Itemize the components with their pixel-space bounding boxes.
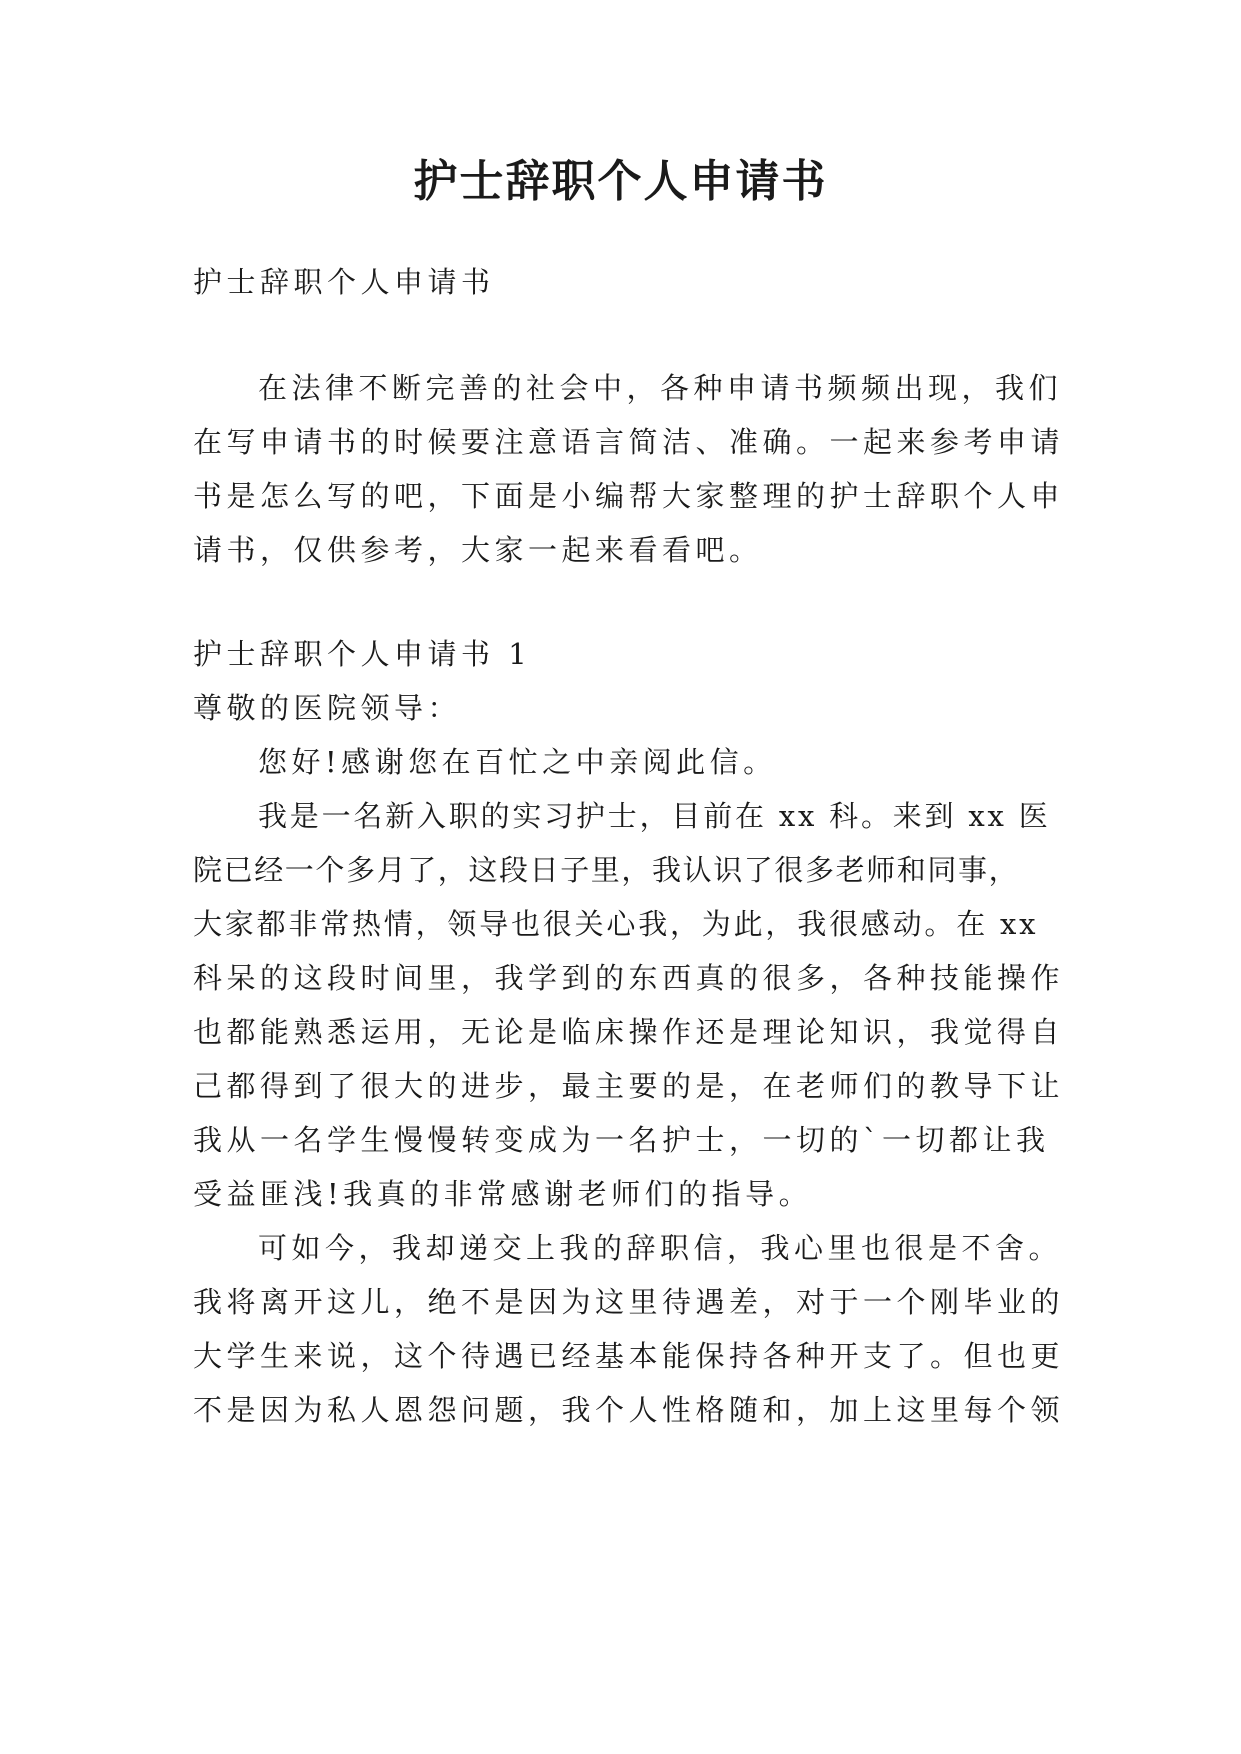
text-line: 受益匪浅!我真的非常感谢老师们的指导。 bbox=[193, 1177, 813, 1211]
text-line: 不是因为私人恩怨问题，我个人性格随和，加上这里每个领 bbox=[193, 1393, 1065, 1427]
subtitle-line: 护士辞职个人申请书 bbox=[193, 265, 495, 299]
text-line: 请书，仅供参考，大家一起来看看吧。 bbox=[193, 533, 763, 567]
document-title: 护士辞职个人申请书 bbox=[413, 156, 828, 207]
text-line: 我是一名新入职的实习护士，目前在 xx 科。来到 xx 医 bbox=[258, 799, 1051, 833]
text-line: 我从一名学生慢慢转变成为一名护士，一切的`一切都让我 bbox=[193, 1123, 1050, 1157]
text-line: 科呆的这段时间里，我学到的东西真的很多，各种技能操作 bbox=[193, 961, 1065, 995]
text-line: 书是怎么写的吧，下面是小编帮大家整理的护士辞职个人申 bbox=[193, 479, 1065, 513]
text-line: 在法律不断完善的社会中，各种申请书频频出现，我们 bbox=[258, 371, 1063, 405]
text-line: 我将离开这儿，绝不是因为这里待遇差，对于一个刚毕业的 bbox=[193, 1285, 1065, 1319]
text-line: 大家都非常热情，领导也很关心我，为此，我很感动。在 xx bbox=[193, 907, 1039, 941]
text-line: 大学生来说，这个待遇已经基本能保持各种开支了。但也更 bbox=[193, 1339, 1065, 1373]
text-line: 院已经一个多月了，这段日子里，我认识了很多老师和同事， bbox=[193, 853, 1020, 887]
text-line: 可如今，我却递交上我的辞职信，我心里也很是不舍。 bbox=[258, 1231, 1063, 1265]
text-line: 己都得到了很大的进步，最主要的是，在老师们的教导下让 bbox=[193, 1069, 1065, 1103]
text-line: 在写申请书的时候要注意语言简洁、准确。一起来参考申请 bbox=[193, 425, 1065, 459]
salutation: 尊敬的医院领导： bbox=[193, 691, 462, 725]
text-line: 您好!感谢您在百忙之中亲阅此信。 bbox=[258, 745, 777, 779]
text-line: 也都能熟悉运用，无论是临床操作还是理论知识，我觉得自 bbox=[193, 1015, 1065, 1049]
section-heading: 护士辞职个人申请书 1 bbox=[193, 637, 532, 671]
